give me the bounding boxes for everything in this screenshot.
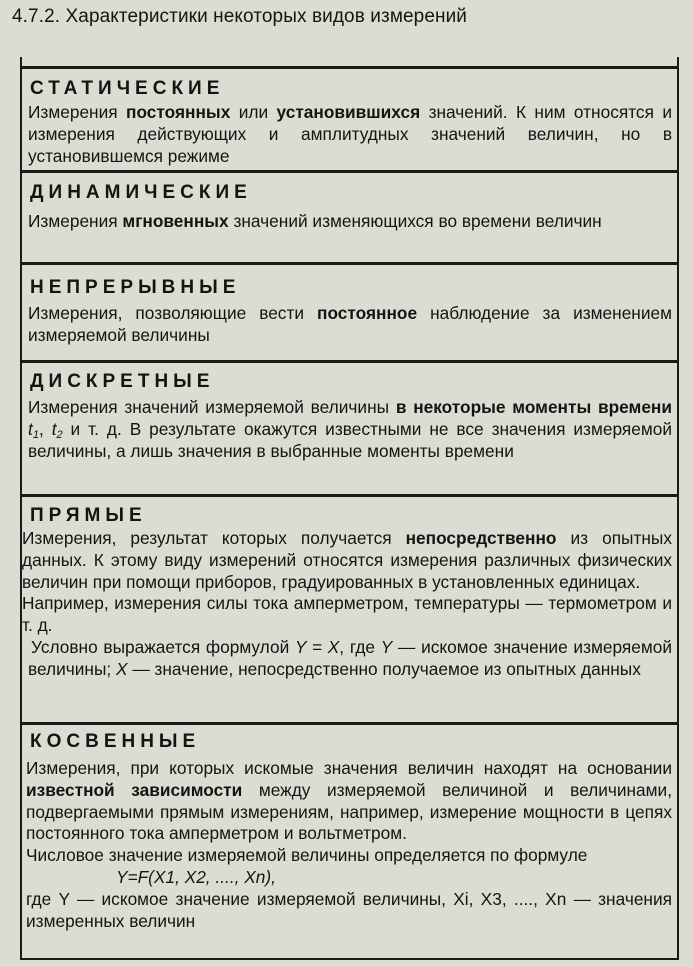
text-run: Измерения [28, 211, 123, 231]
emphasis: мгновенных [122, 211, 229, 231]
text-run: из опытных данных. К этому виду измерений относятся измерения различных физических величин при помощи приборов, градуированных в установленных единицах. [22, 528, 672, 592]
text-run: наблюдение за изменением измеряемой величины [28, 303, 672, 345]
text-run: между измеряемой величиной и величинами, подвергаемыми прямым измерениям, например, измерение мощности в цепях постоянного тока амперметром и вольтметром. [26, 779, 672, 844]
subscript: 2 [56, 428, 63, 441]
section-heading: ДИНАМИЧЕСКИЕ [30, 182, 252, 203]
emphasis: постоянное [317, 303, 418, 323]
formula: Y = X [294, 636, 340, 657]
paragraph [22, 528, 672, 593]
text-run: , [38, 418, 52, 439]
text-run: значений. К ним относятся и измерения действующих и амплитудных значений величин, но в установившемся режиме [28, 102, 672, 166]
text-run: Измерения [28, 102, 127, 122]
formula: Y=F(X1, X2, ...., Xn), [116, 866, 276, 887]
paragraph: Например, измерения силы тока амперметром, температуры — термометром и т. д. [22, 593, 672, 636]
section-dynamic [20, 170, 679, 262]
section-text [28, 102, 672, 167]
symbol: X [115, 658, 128, 679]
section-heading: НЕПРЕРЫВНЫЕ [30, 277, 241, 298]
text-run: Измерения, позволяющие вести [28, 303, 318, 323]
text-run: Условно выражается формулой [31, 636, 295, 657]
section-heading: ПРЯМЫЕ [30, 505, 147, 526]
emphasis: установившихся [276, 102, 421, 122]
text-run: или [230, 102, 277, 122]
emphasis: в некоторые моменты времени [395, 397, 672, 417]
section-text [28, 211, 672, 233]
section-direct [20, 494, 679, 722]
text-run: Числовое значение измеряемой величины определяется по формуле [26, 845, 588, 866]
paragraph [22, 637, 672, 681]
symbol: t [28, 418, 33, 439]
section-heading: СТАТИЧЕСКИЕ [30, 78, 225, 99]
section-indirect [20, 722, 679, 960]
section-text [28, 397, 672, 462]
text-run: и т. д. В результате окажутся известными не все значения измеряемой величины, а лишь значения в выбранные моменты времени [28, 418, 672, 461]
text-run: Измерения, результат которых получается [22, 528, 406, 548]
paragraph: где Y — искомое значение измеряемой величины, Xi, X3, ...., Xn — значения измеренных величин [26, 888, 672, 931]
subscript: 1 [32, 428, 39, 441]
text-run: Измерения, при которых искомые значения величин находят на основании [26, 758, 672, 778]
paragraph [26, 758, 672, 845]
text-run: , где [339, 636, 381, 657]
text-run: значений изменяющихся во времени величин [228, 211, 602, 231]
section-discrete [20, 360, 679, 494]
page-title: 4.7.2. Характеристики некоторых видов измерений [12, 6, 468, 27]
section-continuous [20, 262, 679, 360]
symbol: Y [380, 636, 393, 657]
text-run: — искомое значение измеряемой величины; [28, 636, 673, 679]
section-heading: КОСВЕННЫЕ [30, 731, 201, 752]
emphasis: непосредственно [405, 528, 557, 548]
section-static [20, 66, 679, 170]
section-text [26, 758, 672, 932]
text-run: Измерения значений измеряемой величины [28, 397, 396, 417]
text-run: — значение, непосредственно получаемое из опытных данных [127, 658, 641, 679]
section-text [28, 303, 672, 347]
emphasis: постоянных [126, 102, 231, 122]
section-heading: ДИСКРЕТНЫЕ [30, 371, 215, 392]
emphasis: известной зависимости [26, 779, 243, 800]
section-text [22, 528, 672, 681]
paragraph [26, 845, 672, 889]
symbol: t [51, 418, 57, 439]
